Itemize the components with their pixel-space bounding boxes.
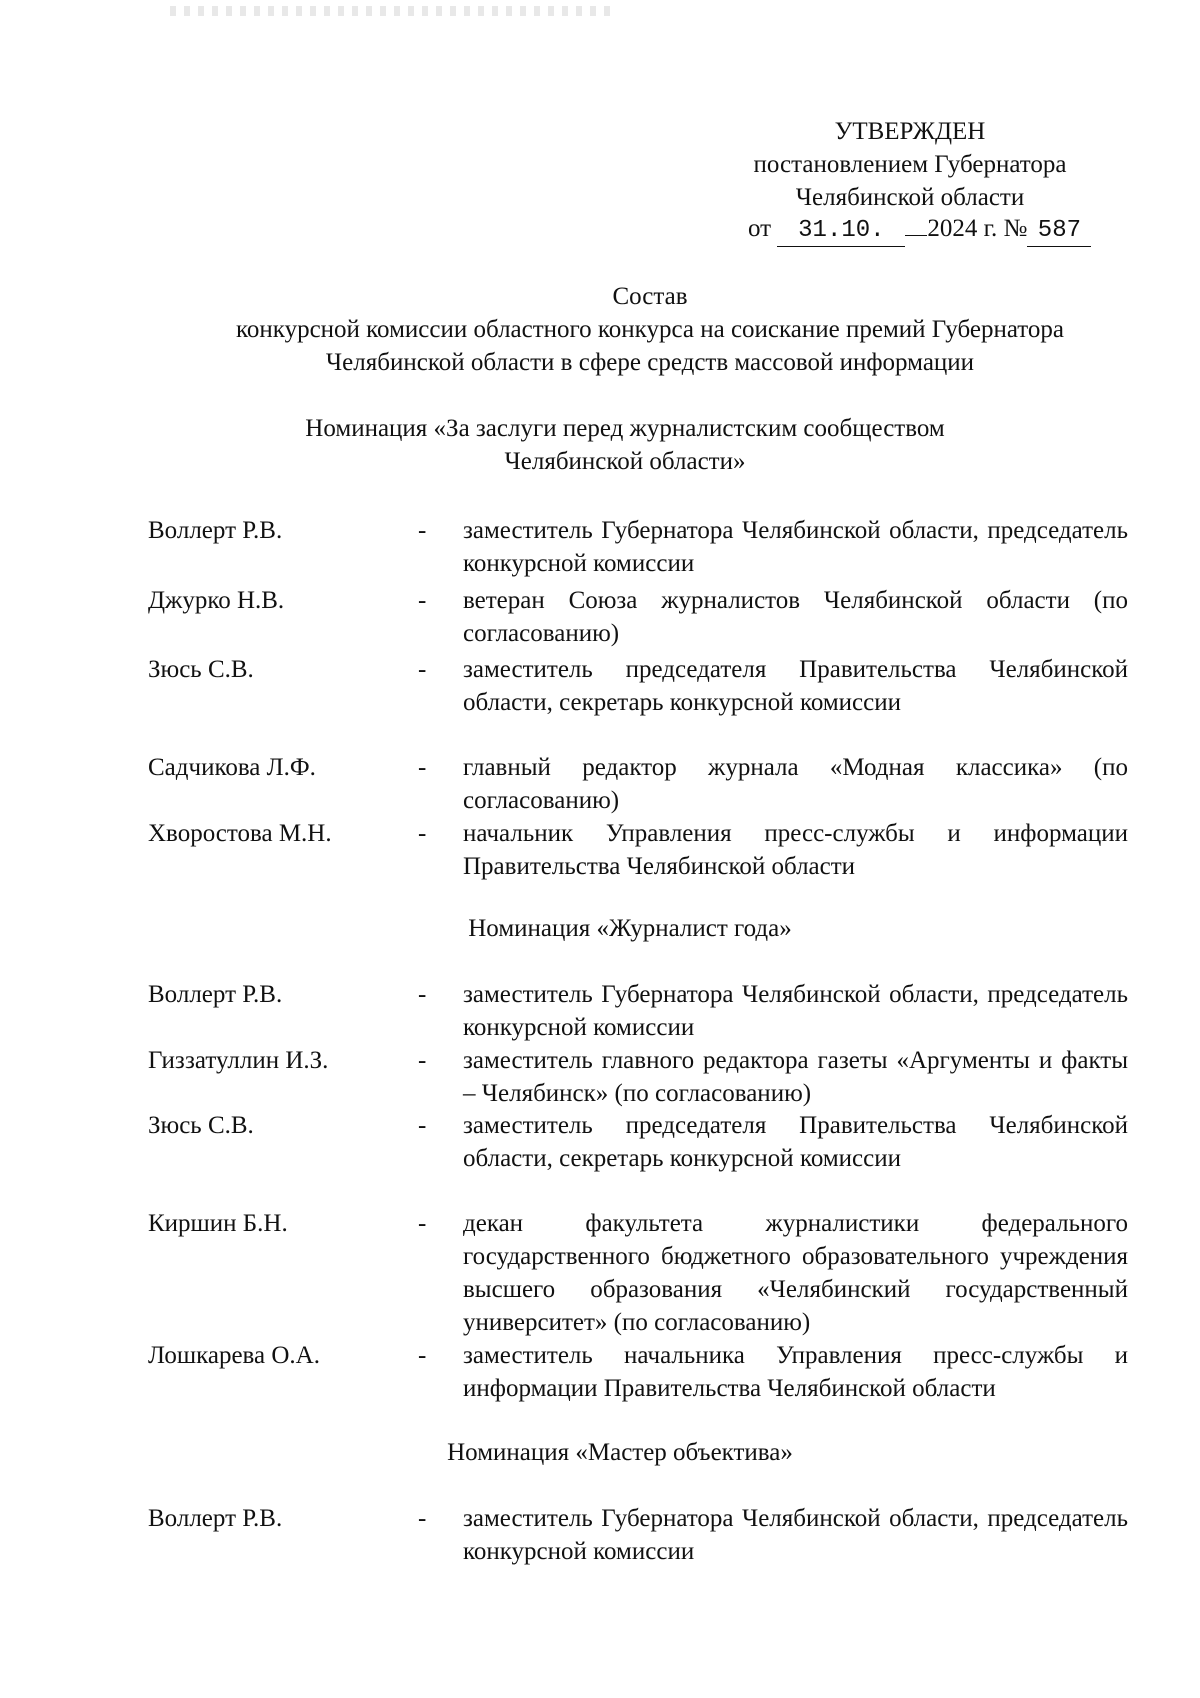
nomination-title: Номинация «За заслуги перед журналистским сообществом Челябинской области» [305,415,945,475]
member-name: Гиззатуллин И.З. [148,1047,329,1074]
approval-stamp-block [700,115,1120,214]
member-dash: - [418,656,427,683]
date-value: 31.10. [777,216,905,247]
member-dash: - [418,1342,427,1369]
document-title [100,280,1200,379]
year-text: 2024 г. № [927,215,1028,242]
member-name: Киршин Б.Н. [148,1210,288,1237]
title-line-1: Состав [612,283,688,310]
member-name: Зюсь С.В. [148,656,254,683]
nomination-title: Номинация «Журналист года» [468,915,792,942]
member-dash: - [418,517,427,544]
member-position: заместитель главного редактора газеты «Аргументы и факты – Челябинск» (по согласованию) [463,1047,1128,1107]
member-position: заместитель председателя Правительства Челябинской области, секретарь конкурсной комиссии [463,656,1128,716]
member-position: заместитель Губернатора Челябинской области, председатель конкурсной комиссии [463,981,1128,1041]
member-position: начальник Управления пресс-службы и информации Правительства Челябинской области [463,820,1128,880]
member-position: заместитель председателя Правительства Челябинской области, секретарь конкурсной комиссии [463,1112,1128,1172]
decree-number: 587 [1027,216,1091,247]
member-dash: - [418,754,427,781]
member-dash: - [418,1047,427,1074]
member-name: Воллерт Р.В. [148,1505,283,1532]
member-name: Хворостова М.Н. [148,820,332,847]
date-prefix: от [748,215,772,242]
member-name: Воллерт Р.В. [148,981,283,1008]
member-position: декан факультета журналистики федерального государственного бюджетного образовательного учреждения высшего образования «Челябинский государственный университет» (по согласованию) [463,1210,1128,1336]
approval-title: УТВЕРЖДЕН [834,118,986,145]
member-name: Зюсь С.В. [148,1112,254,1139]
member-position: заместитель Губернатора Челябинской области, председатель конкурсной комиссии [463,1505,1128,1565]
title-line-3: Челябинской области в сфере средств массовой информации [325,349,975,376]
member-dash: - [418,587,427,614]
member-name: Воллерт Р.В. [148,517,283,544]
scan-artifact [170,6,610,16]
approval-date-line [748,212,1128,247]
member-position: заместитель начальника Управления пресс-службы и информации Правительства Челябинской области [463,1342,1128,1402]
member-position: главный редактор журнала «Модная классика» (по согласованию) [463,754,1128,814]
member-position: заместитель Губернатора Челябинской области, председатель конкурсной комиссии [463,517,1128,577]
member-dash: - [418,1210,427,1237]
member-name: Садчикова Л.Ф. [148,754,316,781]
nomination-title: Номинация «Мастер объектива» [447,1439,793,1466]
approval-decree: постановлением Губернатора [753,151,1067,178]
member-dash: - [418,820,427,847]
member-name: Джурко Н.В. [148,587,285,614]
member-position: ветеран Союза журналистов Челябинской области (по согласованию) [463,587,1128,647]
approval-region: Челябинской области [795,184,1025,211]
title-line-2: конкурсной комиссии областного конкурса на соискание премий Губернатора [236,316,1064,343]
member-dash: - [418,1112,427,1139]
member-dash: - [418,981,427,1008]
member-dash: - [418,1505,427,1532]
member-name: Лошкарева О.А. [148,1342,320,1369]
